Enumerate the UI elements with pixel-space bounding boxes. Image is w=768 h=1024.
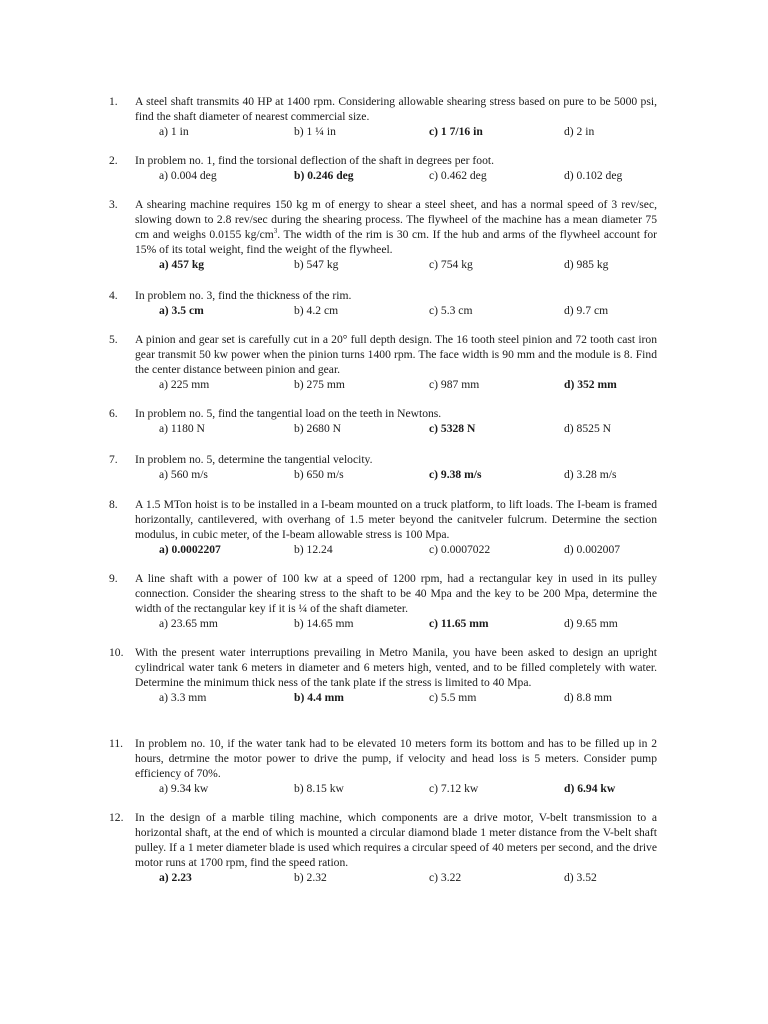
choice-b: b) 14.65 mm [294, 617, 354, 630]
question-text: In the design of a marble tiling machine, which components are a drive motor, V-belt transmission to a horizontal shaft, at the end of which is mounted a circular diamond blade 1 meter distance from the V-belt shaft pulley. If a 1 meter diameter blade is used which requires a circular speed of 40 meters per second, and the drive motor runs at 1700 rpm, find the speed ration. [135, 811, 657, 869]
choice-d: d) 2 in [564, 125, 595, 138]
choice-b: b) 4.2 cm [294, 304, 339, 317]
choice-c: c) 5.3 cm [429, 304, 473, 317]
choice-b: b) 12.24 [294, 543, 333, 556]
question-number: 3. [109, 198, 118, 211]
superscript: 3 [273, 227, 278, 236]
answer-choices [135, 616, 657, 631]
answer-choices [135, 542, 657, 557]
question-number: 10. [109, 646, 124, 659]
choice-d: d) 0.002007 [564, 543, 621, 556]
question-text: A steel shaft transmits 40 HP at 1400 rpm. Considering allowable shearing stress based on pure to be 5000 psi, find the shaft diameter of nearest commercial size. [135, 95, 657, 123]
question-4 [109, 288, 657, 318]
choice-b: b) 0.246 deg [294, 169, 354, 182]
choice-c: c) 9.38 m/s [429, 468, 482, 481]
choice-a: a) 9.34 kw [159, 782, 209, 795]
question-number: 1. [109, 95, 118, 108]
choice-d: d) 0.102 deg [564, 169, 623, 182]
choice-a: a) 3.5 cm [159, 304, 204, 317]
choice-b: b) 275 mm [294, 378, 345, 391]
answer-choices [135, 870, 657, 885]
question-text: With the present water interruptions prevailing in Metro Manila, you have been asked to design an upright cylindrical water tank 6 meters in diameter and 6 meters high, vented, and to be filled completely with water. Determine the minimum thick ness of the tank plate if the stress is limited to 40 Mpa. [135, 646, 657, 689]
choice-d: d) 3.52 [564, 871, 597, 884]
question-text-part: A shearing machine requires 150 kg m of energy to shear a steel sheet, and has a normal speed of 3 rev/sec, slowing down to 2.8 rev/sec during the shearing process. The flywheel of the machine has a mean diameter 75 cm and weighs 0.0155 kg/cm [135, 198, 657, 241]
question-text: In problem no. 10, if the water tank had to be elevated 10 meters form its bottom and has to be filled up in 2 hours, detrmine the motor power to drive the pump, if velocity and head loss is 5 meters. Consider pump efficiency of 70%. [135, 737, 657, 780]
question-number: 7. [109, 453, 118, 466]
choice-b: b) 547 kg [294, 258, 339, 271]
choice-b: b) 650 m/s [294, 468, 344, 481]
question-11 [109, 736, 657, 796]
choice-d: d) 3.28 m/s [564, 468, 617, 481]
question-number: 9. [109, 572, 118, 585]
answer-choices [135, 124, 657, 139]
question-text: In problem no. 5, determine the tangential velocity. [135, 453, 373, 466]
choice-b: b) 2.32 [294, 871, 327, 884]
choice-d: d) 985 kg [564, 258, 609, 271]
question-number: 11. [109, 737, 124, 750]
question-9 [109, 571, 657, 631]
choice-c: c) 1 7/16 in [429, 125, 483, 138]
question-text: In problem no. 3, find the thickness of the rim. [135, 289, 352, 302]
choice-a: a) 0.004 deg [159, 169, 217, 182]
answer-choices [135, 377, 657, 392]
answer-choices [135, 690, 657, 705]
question-text: A 1.5 MTon hoist is to be installed in a I-beam mounted on a truck platform, to lift loads. The I-beam is framed horizontally, cantilevered, with overhang of 1.5 meter beyond the canitveler fulcrum. Determine the section modulus, in cubic meter, of the I-beam allowable stress is 100 Mpa. [135, 498, 657, 541]
choice-a: a) 1180 N [159, 422, 205, 435]
answer-choices [135, 303, 657, 318]
choice-a: a) 1 in [159, 125, 189, 138]
question-10 [109, 645, 657, 705]
choice-d: d) 6.94 kw [564, 782, 616, 795]
choice-c: c) 11.65 mm [429, 617, 489, 630]
question-number: 4. [109, 289, 118, 302]
question-5 [109, 332, 657, 392]
question-number: 12. [109, 811, 124, 824]
answer-choices [135, 257, 657, 272]
choice-c: c) 5.5 mm [429, 691, 477, 704]
question-3 [109, 197, 657, 272]
choice-c: c) 987 mm [429, 378, 480, 391]
question-number: 8. [109, 498, 118, 511]
question-number: 5. [109, 333, 118, 346]
choice-c: c) 5328 N [429, 422, 476, 435]
question-number: 2. [109, 154, 118, 167]
choice-c: c) 754 kg [429, 258, 473, 271]
question-text: A pinion and gear set is carefully cut in a 20° full depth design. The 16 tooth steel pinion and 72 tooth cast iron gear transmit 50 kw power when the pinion turns 1400 rpm. The face width is 90 mm and the module is 8. Find the center distance between pinion and gear. [135, 333, 657, 376]
question-1 [109, 94, 657, 139]
answer-choices [135, 421, 657, 436]
question-text: In problem no. 5, find the tangential load on the teeth in Newtons. [135, 407, 442, 420]
choice-b: b) 2680 N [294, 422, 342, 435]
question-text: In problem no. 1, find the torsional deflection of the shaft in degrees per foot. [135, 154, 494, 167]
choice-d: d) 352 mm [564, 378, 617, 391]
choice-c: c) 7.12 kw [429, 782, 479, 795]
choice-d: d) 9.7 cm [564, 304, 609, 317]
choice-a: a) 457 kg [159, 258, 205, 271]
question-7 [109, 452, 657, 482]
choice-b: b) 1 ¼ in [294, 125, 336, 138]
choice-a: a) 23.65 mm [159, 617, 218, 630]
choice-d: d) 8.8 mm [564, 691, 612, 704]
question-2 [109, 153, 657, 183]
choice-c: c) 0.0007022 [429, 543, 491, 556]
choice-b: b) 4.4 mm [294, 691, 344, 704]
choice-a: a) 225 mm [159, 378, 210, 391]
choice-d: d) 9.65 mm [564, 617, 618, 630]
choice-a: a) 2.23 [159, 871, 192, 884]
choice-a: a) 0.0002207 [159, 543, 221, 556]
choice-c: c) 0.462 deg [429, 169, 487, 182]
question-text [135, 197, 657, 257]
answer-choices [135, 781, 657, 796]
answer-choices [135, 168, 657, 183]
question-8 [109, 497, 657, 557]
choice-b: b) 8.15 kw [294, 782, 344, 795]
choice-a: a) 3.3 mm [159, 691, 207, 704]
choice-c: c) 3.22 [429, 871, 462, 884]
question-text-part: . The width of the rim is 30 cm. If the hub and arms of the flywheel account for 15% of its total weight, find the weight of the flywheel. [135, 228, 657, 256]
choice-d: d) 8525 N [564, 422, 612, 435]
choice-a: a) 560 m/s [159, 468, 208, 481]
answer-choices [135, 467, 657, 482]
question-text: A line shaft with a power of 100 kw at a speed of 1200 rpm, had a rectangular key in used in its pulley connection. Consider the shearing stress to the shaft to be 40 Mpa and the key to be 200 Mpa, determine the width of the rectangular key if it is ¼ of the shaft diameter. [135, 572, 657, 615]
question-number: 6. [109, 407, 118, 420]
question-12 [109, 810, 657, 885]
question-6 [109, 406, 657, 436]
